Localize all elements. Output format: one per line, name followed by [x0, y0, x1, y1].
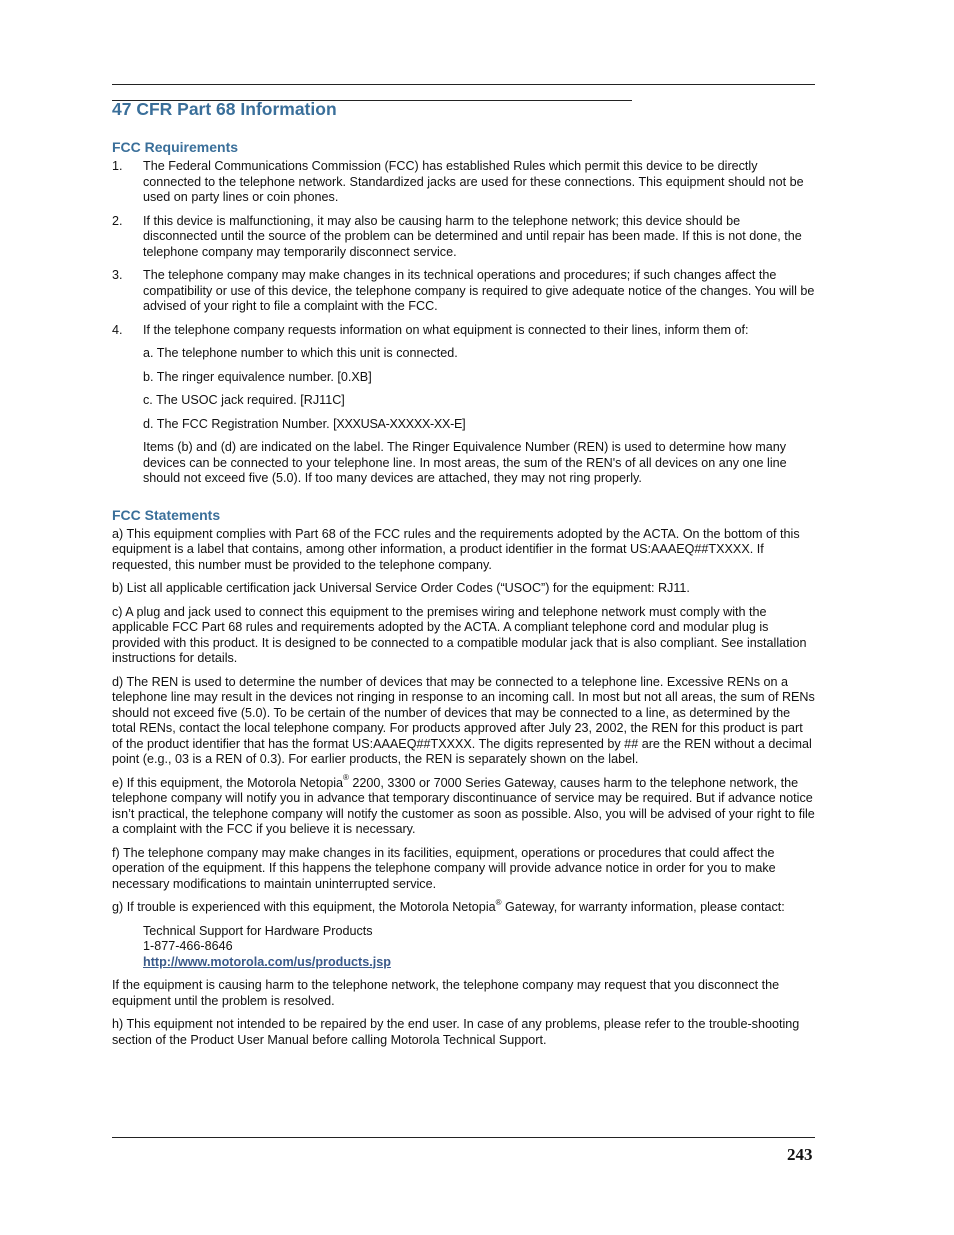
support-link[interactable]: http://www.motorola.com/us/products.jsp	[143, 954, 391, 969]
statement-h: h) This equipment not intended to be repaired by the end user. In case of any problems, please refer to the trouble-shooting section of the Product User Manual before calling Motorola Technical Support.	[112, 1017, 800, 1047]
list-number: 3.	[112, 268, 123, 282]
list-item	[112, 268, 816, 315]
subitem-c: c. The USOC jack required. [RJ11C]	[143, 393, 345, 407]
subitem-d	[112, 417, 816, 433]
statement-g-text-1: g) If trouble is experienced with this equipment, the Motorola Netopia	[112, 900, 496, 914]
list-text: The Federal Communications Commission (FCC) has established Rules which permit this device to be directly connected to the telephone network. Standardized jacks are used for these connections. This equipment should not be used on party lines or coin phones.	[143, 159, 804, 204]
subitem-d-label: d. The FCC Registration Number.	[143, 416, 334, 431]
support-label: Technical Support for Hardware Products	[143, 923, 373, 938]
list-text: If this device is malfunctioning, it may also be causing harm to the telephone network; this device should be disconnected until the source of the problem can be determined and until repair has been made. If this is not done, the telephone company may temporarily disconnect service.	[143, 213, 802, 259]
list-number: 4.	[112, 322, 123, 337]
support-contact	[112, 924, 816, 971]
registered-mark: ®	[343, 773, 349, 783]
statement-g	[112, 897, 816, 916]
list-text: The telephone company may make changes in its technical operations and procedures; if such changes affect the compatibility or use of this device, the telephone company is required to give adequate notice of the changes. You will be advised of your right to file a complaint with the FCC.	[143, 268, 815, 313]
statement-e-text-1: e) If this equipment, the Motorola Netopia	[112, 775, 344, 790]
statement-harm: If the equipment is causing harm to the telephone network, the telephone company may request that you disconnect the equipment until the problem is resolved.	[112, 978, 780, 1008]
list-number: 1.	[112, 159, 123, 173]
requirements-list	[112, 159, 816, 338]
page-number: 243	[787, 1145, 813, 1164]
footer-rule	[112, 1137, 815, 1138]
header-rule	[112, 84, 815, 85]
subitem-b: b. The ringer equivalence number. [0.XB]	[143, 369, 372, 384]
section-heading-requirements: FCC Requirements	[112, 139, 239, 155]
list-item	[112, 214, 816, 261]
statement-g-text-2: Gateway, for warranty information, please contact:	[501, 900, 785, 914]
page-body	[112, 138, 816, 1056]
registration-number: [XXXUSA-XXXXX-XX-E]	[333, 416, 466, 431]
statement-b: b) List all applicable certification jack Universal Service Order Codes (“USOC”) for the equipment: RJ11.	[112, 581, 690, 595]
section-heading-statements: FCC Statements	[112, 506, 221, 523]
list-item	[112, 159, 816, 206]
items-note: Items (b) and (d) are indicated on the label. The Ringer Equivalence Number (REN) is used to determine how many devices can be connected to your telephone line. In most areas, the sum of the REN's of all devices on any one line should not exceed five (5.0). If too many devices are attached, they may not ring properly.	[143, 440, 787, 485]
list-item	[112, 323, 816, 339]
support-phone: 1-877-466-8646	[143, 939, 233, 953]
subitem-a: a. The telephone number to which this unit is connected.	[143, 346, 458, 360]
statement-f: f) The telephone company may make changes in its facilities, equipment, operations or procedures that could affect the operation of the equipment. If this happens the telephone company will provide advance notice in order for you to make necessary modifications to maintain uninterrupted service.	[112, 845, 776, 891]
page-title: 47 CFR Part 68 Information	[112, 99, 337, 119]
list-number: 2.	[112, 213, 123, 228]
statement-e	[112, 773, 816, 838]
statement-a: a) This equipment complies with Part 68 of the FCC rules and the requirements adopted by the ACTA. On the bottom of this equipment is a label that contains, among other information, a product identifier in the format US:AAAEQ##TXXXX. If requested, this number must be provided to the telephone company.	[112, 526, 800, 572]
list-text: If the telephone company requests information on what equipment is connected to their lines, inform them of:	[143, 322, 749, 337]
registered-mark: ®	[495, 897, 502, 907]
statement-c: c) A plug and jack used to connect this equipment to the premises wiring and telephone network must comply with the applicable FCC Part 68 rules and requirements adopted by the ACTA. A compliant telephone cord and modular plug is provided with this product. It is designed to be connected to a compatible modular jack that is also compliant. See installation instructions for details.	[112, 604, 807, 665]
statement-d: d) The REN is used to determine the number of devices that may be connected to a telephone line. Excessive RENs on a telephone line may result in the devices not ringing in response to an incoming call. In most but not all areas, the sum of RENs should not exceed five (5.0). To be certain of the number of devices that may be connected to a line, as determined by the total RENs, contact the local telephone company. For products approved after July 23, 2002, the REN for this product is part of the product identifier that has the format US:AAAEQ##TXXXX. The digits represented by ## are the REN without a decimal point (e.g., 03 is a REN of 0.3). For earlier products, the REN is separately shown on the label.	[112, 674, 815, 766]
statement-e-text-2: 2200, 3300 or 7000 Series Gateway, causes harm to the telephone network, the telephone company will notify you in advance that temporary discontinuance of service may be required. But if advance notice isn’t practical, the telephone company will notify the customer as soon as possible. Also, you will be advised of your right to file a complaint with the FCC if you believe it is necessary.	[112, 775, 815, 836]
